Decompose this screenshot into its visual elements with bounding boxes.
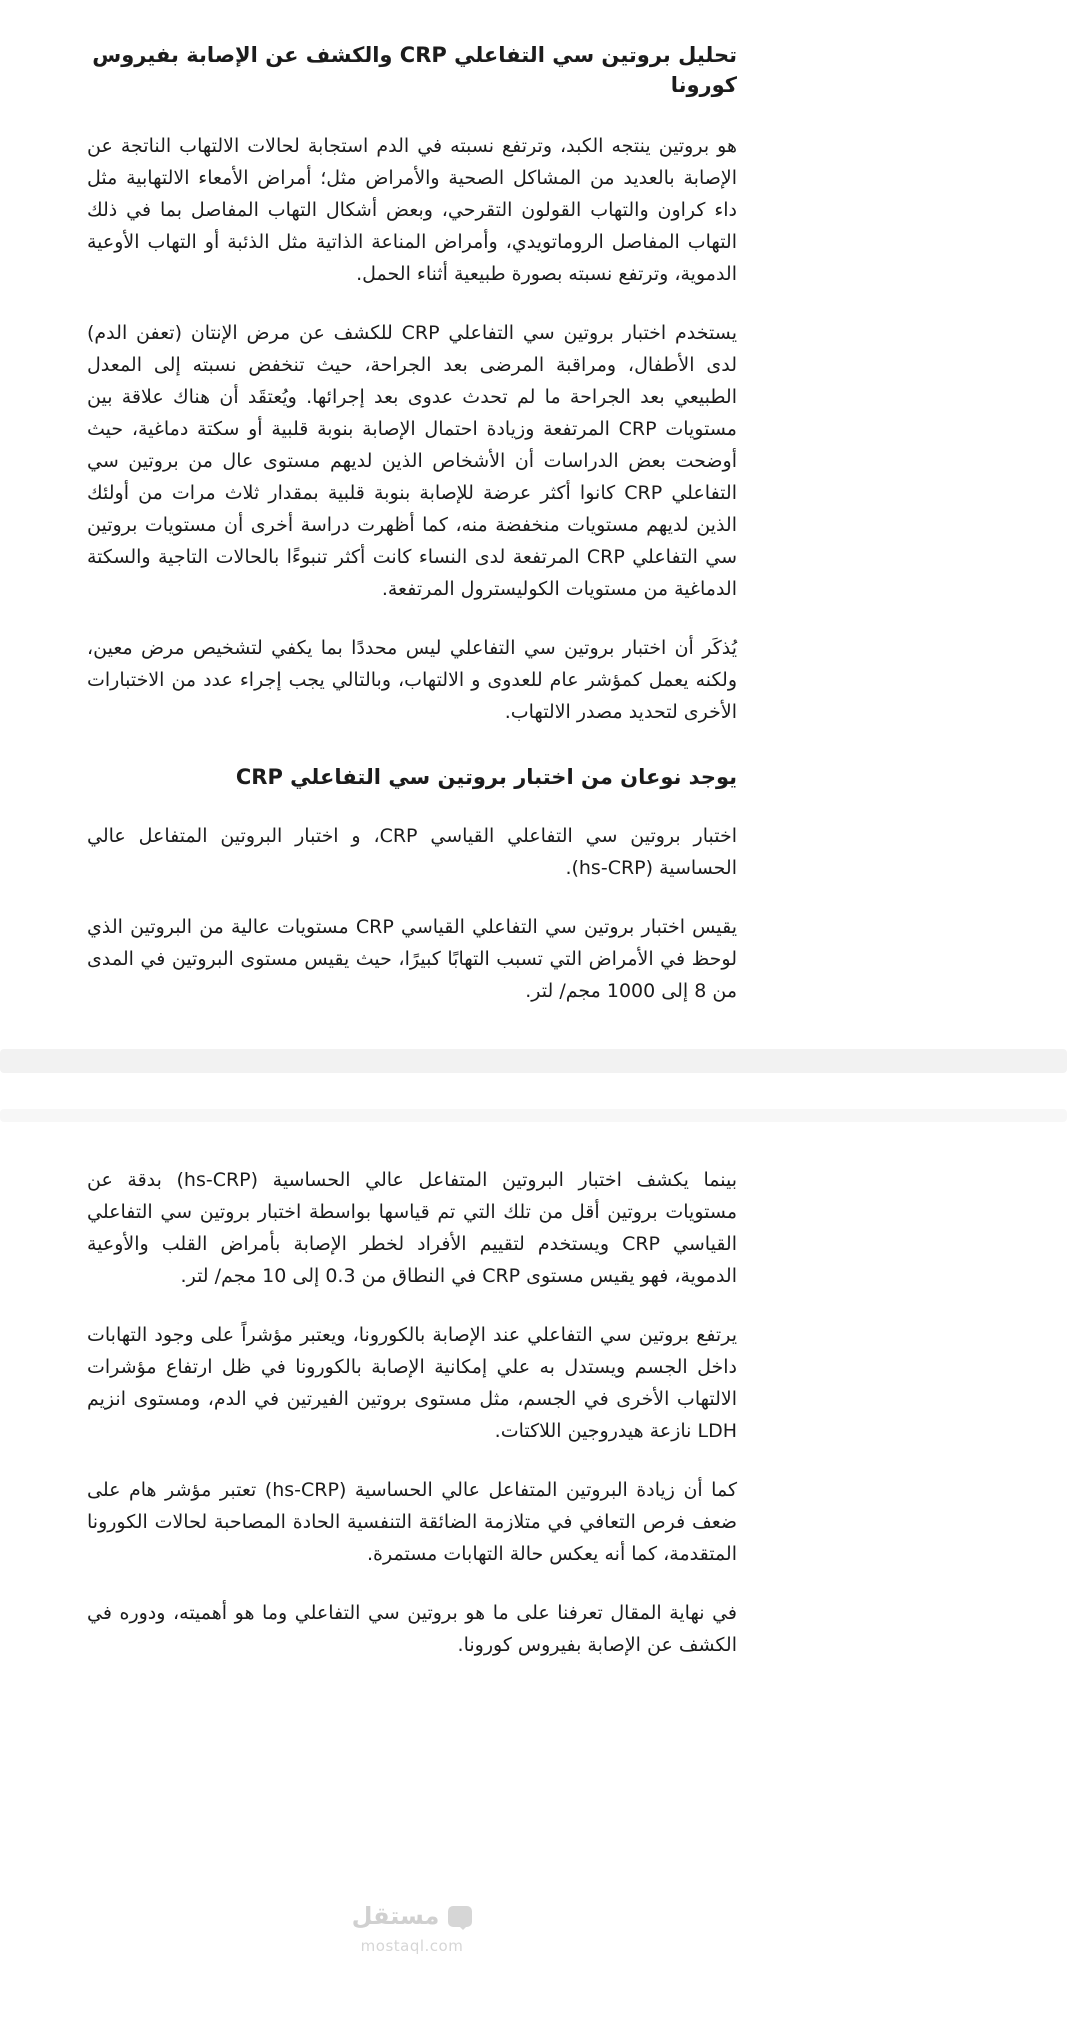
watermark-logo-row — [87, 1902, 737, 1930]
section-heading-crp-types: يوجد نوعان من اختبار بروتين سي التفاعلي CRP — [235, 765, 737, 789]
document-title: تحليل بروتين سي التفاعلي CRP والكشف عن الإصابة بفيروس كورونا — [92, 43, 737, 97]
paragraph-4: اختبار بروتين سي التفاعلي القياسي CRP، و اختبار البروتين المتفاعل عالي الحساسية (hs-CRP). — [87, 825, 737, 879]
watermark — [87, 1902, 737, 1955]
paragraph-7: يرتفع بروتين سي التفاعلي عند الإصابة بالكورونا، ويعتبر مؤشراً على وجود التهابات داخل الجسم ويستدل به علي إمكانية الإصابة بالكورونا في ظل ارتفاع مؤشرات الالتهاب الأخرى في الجسم، مثل مستوى بروتين الفيرتين في الدم، ومستوى انزيم LDH نازعة هيدروجين اللاكتات. — [87, 1324, 737, 1442]
page-1-content — [87, 0, 737, 1007]
paragraph-2: يستخدم اختبار بروتين سي التفاعلي CRP للكشف عن مرض الإنتان (تعفن الدم) لدى الأطفال، ومراقبة المرضى بعد الجراحة، حيث تنخفض نسبته إلى المعدل الطبيعي بعد الجراحة ما لم تحدث عدوى بعد إجرائها. ويُعتقَد أن هناك علاقة بين مستويات CRP المرتفعة وزيادة احتمال الإصابة بنوبة قلبية أو سكتة دماغية، حيث أوضحت بعض الدراسات أن الأشخاص الذين لديهم مستوى عال من بروتين سي التفاعلي CRP كانوا أكثر عرضة للإصابة بنوبة قلبية بمقدار ثلاث مرات من أولئك الذين لديهم مستويات منخفضة منه، كما أظهرت دراسة أخرى أن مستويات بروتين سي التفاعلي CRP المرتفعة لدى النساء كانت أكثر تنبوءًا بالحالات التاجية والسكتة الدماغية من مستويات الكوليسترول المرتفعة. — [87, 322, 737, 600]
paragraph-6: بينما يكشف اختبار البروتين المتفاعل عالي الحساسية (hs-CRP) بدقة عن مستويات بروتين أقل من تلك التي تم قياسها بواسطة اختبار بروتين سي التفاعلي القياسي CRP ويستخدم لتقييم الأفراد لخطر الإصابة بأمراض القلب والأوعية الدموية، فهو يقيس مستوى CRP في النطاق من 0.3 إلى 10 مجم/ لتر. — [87, 1169, 737, 1287]
page-break — [0, 1049, 1067, 1122]
watermark-site: mostaql.com — [360, 1937, 464, 1955]
page-1-bottom-edge — [0, 1049, 1067, 1073]
paragraph-5: يقيس اختبار بروتين سي التفاعلي القياسي CRP مستويات عالية من البروتين الذي لوحظ في الأمراض التي تسبب التهابًا كبيرًا، حيث يقيس مستوى البروتين في المدى من 8 إلى 1000 مجم/ لتر. — [87, 916, 738, 1002]
watermark-brand: مستقل — [351, 1902, 440, 1930]
paragraph-3: يُذكَر أن اختبار بروتين سي التفاعلي ليس محددًا بما يكفي لتشخيص مرض معين، ولكنه يعمل كمؤشر عام للعدوى و الالتهاب، وبالتالي يجب إجراء عدد من الاختبارات الأخرى لتحديد مصدر الالتهاب. — [87, 637, 737, 723]
paragraph-1: هو بروتين ينتجه الكبد، وترتفع نسبته في الدم استجابة لحالات الالتهاب الناتجة عن الإصابة بالعديد من المشاكل الصحية والأمراض مثل؛ أمراض الأمعاء الالتهابية مثل داء كراون والتهاب القولون التقرحي، وبعض أشكال التهاب المفاصل بما في ذلك التهاب المفاصل الروماتويدي، وأمراض المناعة الذاتية مثل الذئبة أو التهاب الأوعية الدموية، وترتفع نسبته بصورة طبيعية أثناء الحمل. — [87, 135, 737, 285]
page-2-top-edge — [0, 1109, 1067, 1122]
paragraph-9: في نهاية المقال تعرفنا على ما هو بروتين سي التفاعلي وما هو أهميته، ودوره في الكشف عن الإصابة بفيروس كورونا. — [87, 1602, 737, 1656]
page-2-content — [87, 1122, 737, 1661]
paragraph-8: كما أن زيادة البروتين المتفاعل عالي الحساسية (hs-CRP) تعتبر مؤشر هام على ضعف فرص التعافي في متلازمة الضائقة التنفسية الحادة المصاحبة لحالات الكورونا المتقدمة، كما أنه يعكس حالة التهابات مستمرة. — [87, 1479, 737, 1565]
mostaql-logo-icon — [448, 1906, 472, 1927]
